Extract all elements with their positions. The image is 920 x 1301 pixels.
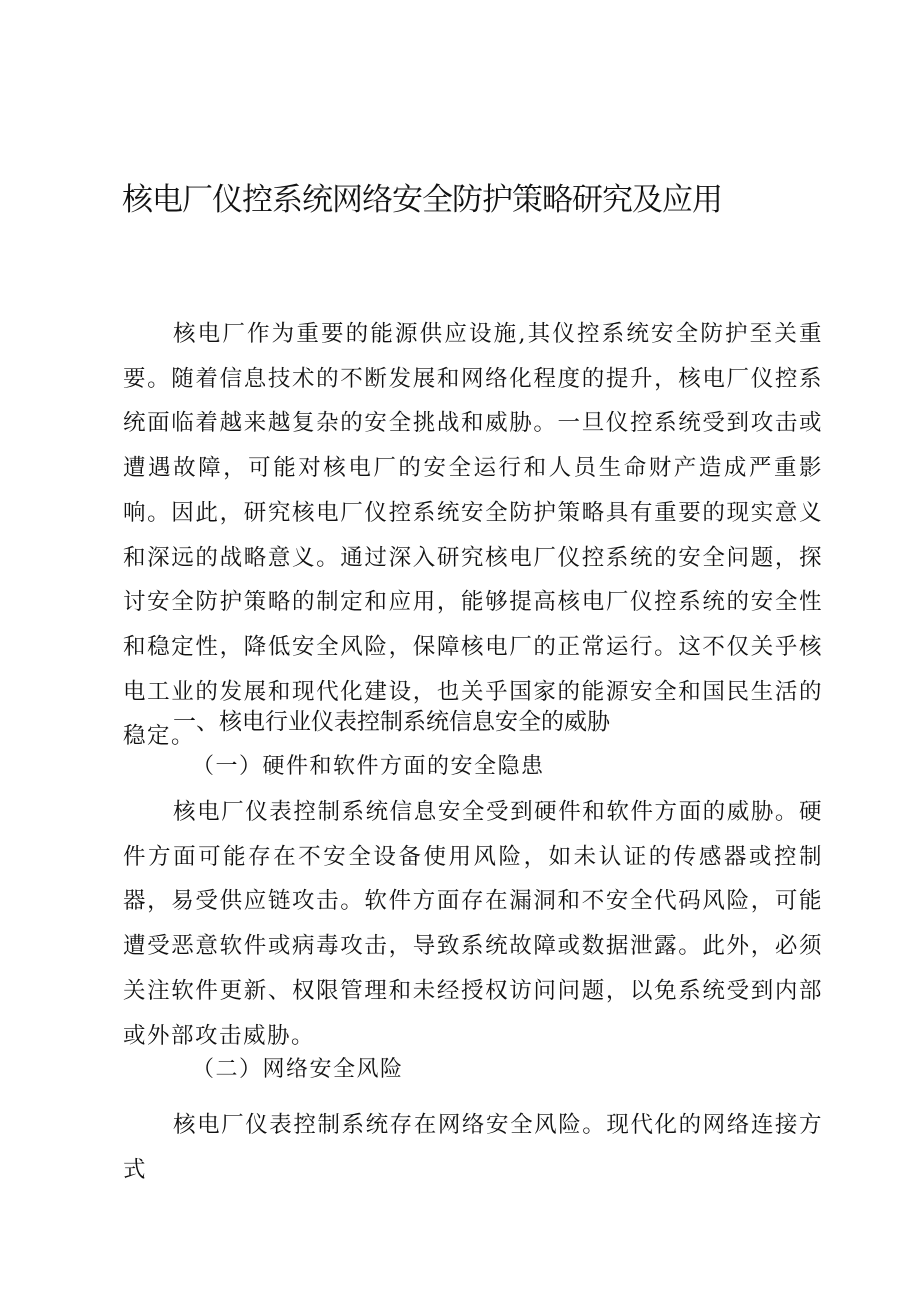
document-title: 核电厂仪控系统网络安全防护策略研究及应用 (122, 182, 722, 218)
hardware-software-paragraph: 核电厂仪表控制系统信息安全受到硬件和软件方面的威胁。硬件方面可能存在不安全设备使用风险，如未认证的传感器或控制器，易受供应链攻击。软件方面存在漏洞和不安全代码风险，可能遭受恶意软件或病毒攻击，导致系统故障或数据泄露。此外，必须关注软件更新、权限管理和未经授权访问问题，以免系统受到内部或外部攻击威胁。 (123, 799, 823, 1049)
subsection-heading-network-risk: （二）网络安全风险 (192, 1057, 404, 1082)
intro-paragraph: 核电厂作为重要的能源供应设施,其仪控系统安全防护至关重要。随着信息技术的不断发展和网络化程度的提升，核电厂仪控系统面临着越来越复杂的安全挑战和威胁。一旦仪控系统受到攻击或遭遇故障，可能对核电厂的安全运行和人员生命财产造成严重影响。因此，研究核电厂仪控系统安全防护策略具有重要的现实意义和深远的战略意义。通过深入研究核电厂仪控系统的安全问题，探讨安全防护策略的制定和应用，能够提高核电厂仪控系统的安全性和稳定性，降低安全风险，保障核电厂的正常运行。这不仅关乎核电工业的发展和现代化建设，也关乎国家的能源安全和国民生活的稳定。 (123, 321, 823, 750)
section-heading: 一、核电行业仪表控制系统信息安全的威胁 (173, 709, 610, 735)
network-risk-paragraph: 核电厂仪表控制系统存在网络安全风险。现代化的网络连接方式 (123, 1112, 823, 1183)
subsection-heading-hardware-software: （一）硬件和软件方面的安全隐患 (192, 754, 545, 779)
